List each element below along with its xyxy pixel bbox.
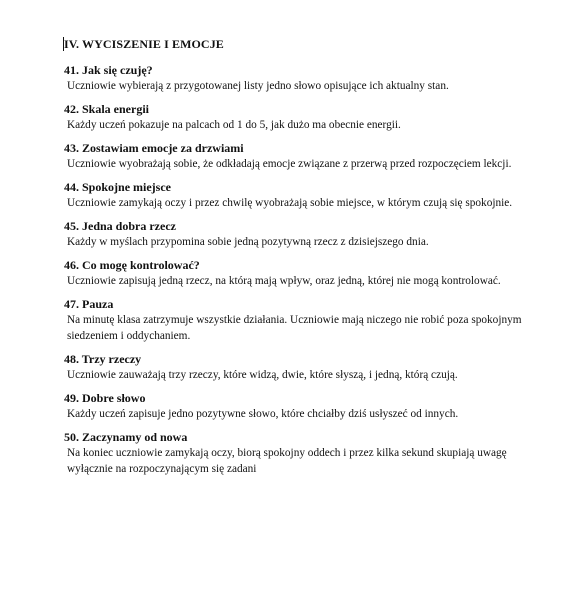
list-item-43 <box>64 140 524 172</box>
list-item-47 <box>64 296 524 344</box>
item-description: Na koniec uczniowie zamykają oczy, biorą spokojny oddech i przez kilka sekund skupiają uwagę wyłącznie na rozpoczynającym się zadani <box>67 447 507 475</box>
item-title: 45. Jedna dobra rzecz <box>64 219 176 233</box>
item-title: 41. Jak się czuję? <box>64 63 153 77</box>
item-title: 42. Skala energii <box>64 102 150 116</box>
list-item-41 <box>64 62 524 94</box>
document-page <box>64 36 524 484</box>
item-title: 47. Pauza <box>64 297 114 311</box>
list-item-46 <box>64 257 524 289</box>
list-item-45 <box>64 218 524 250</box>
item-title: 43. Zostawiam emocje za drzwiami <box>64 141 244 155</box>
section-heading-text: IV. WYCISZENIE I EMOCJE <box>64 37 224 51</box>
list-item-48 <box>64 351 524 383</box>
list-item-49 <box>64 390 524 422</box>
list-item-44 <box>64 179 524 211</box>
item-description: Uczniowie zapisują jedną rzecz, na którą mają wpływ, oraz jedną, której nie mogą kontrolować. <box>67 275 501 287</box>
list-item-50 <box>64 429 524 477</box>
item-description: Na minutę klasa zatrzymuje wszystkie działania. Uczniowie mają niczego nie robić poza spokojnym siedzeniem i oddychaniem. <box>67 314 522 342</box>
text-cursor <box>63 37 64 51</box>
item-description: Każdy uczeń pokazuje na palcach od 1 do 5, jak dużo ma obecnie energii. <box>67 119 401 131</box>
item-description: Uczniowie wyobrażają sobie, że odkładają emocje związane z przerwą przed rozpoczęciem lekcji. <box>67 158 512 170</box>
item-description: Każdy w myślach przypomina sobie jedną pozytywną rzecz z dzisiejszego dnia. <box>67 236 429 248</box>
item-description: Każdy uczeń zapisuje jedno pozytywne słowo, które chciałby dziś usłyszeć od innych. <box>67 408 459 420</box>
item-description: Uczniowie wybierają z przygotowanej listy jedno słowo opisujące ich aktualny stan. <box>67 80 449 92</box>
list-item-42 <box>64 101 524 133</box>
item-title: 46. Co mogę kontrolować? <box>64 258 200 272</box>
item-title: 44. Spokojne miejsce <box>64 180 171 194</box>
item-title: 49. Dobre słowo <box>64 391 146 405</box>
item-title: 50. Zaczynamy od nowa <box>64 430 188 444</box>
section-heading <box>64 36 524 52</box>
item-description: Uczniowie zamykają oczy i przez chwilę wyobrażają sobie miejsce, w którym czują się spokojnie. <box>67 197 513 209</box>
item-title: 48. Trzy rzeczy <box>64 352 142 366</box>
item-description: Uczniowie zauważają trzy rzeczy, które widzą, dwie, które słyszą, i jedną, którą czują. <box>67 369 458 381</box>
